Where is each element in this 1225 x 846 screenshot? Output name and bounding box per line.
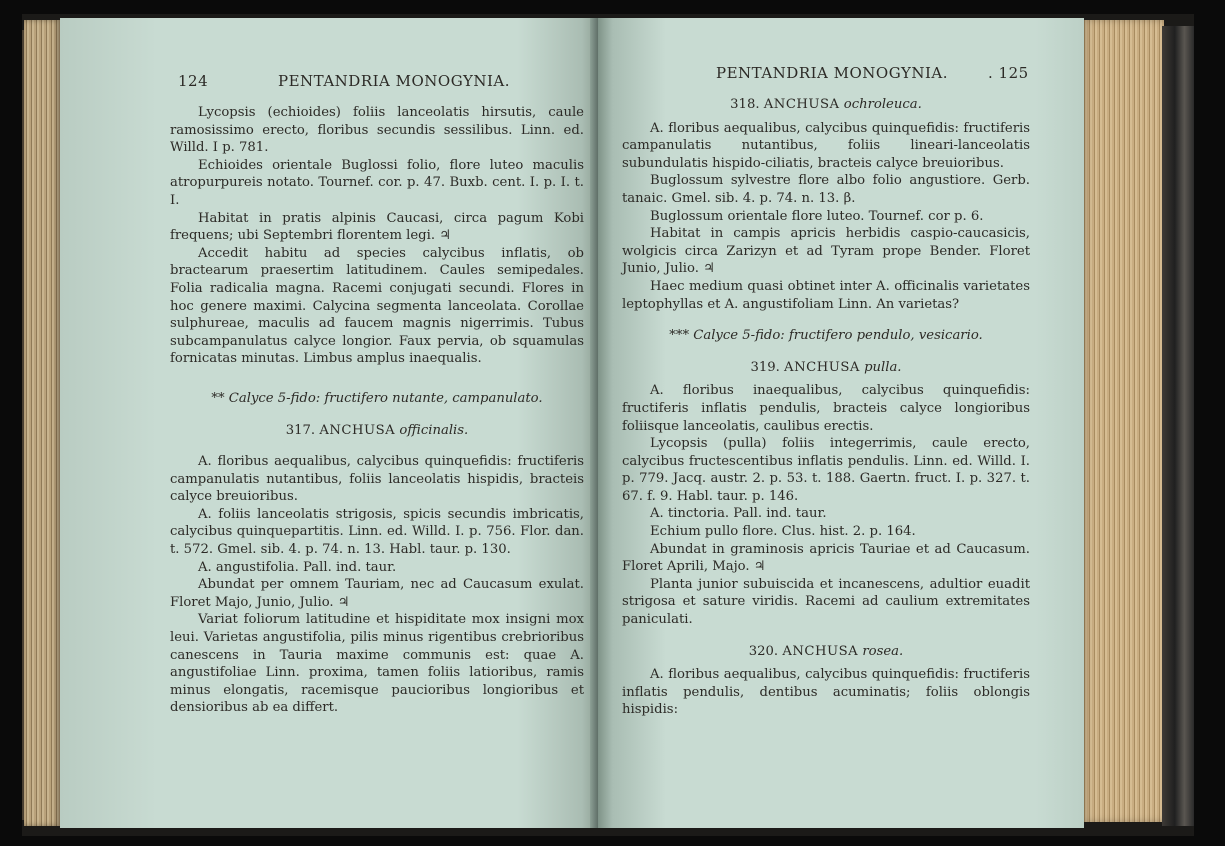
paragraph: Habitat in pratis alpinis Caucasi, circa pagum Kobi frequens; ubi Septembri florentem legi. ♃: [170, 210, 584, 244]
genus-name: ANCHUSA: [784, 359, 860, 375]
species-name: rosea.: [862, 643, 904, 659]
paragraph: A. angustifolia. Pall. ind. taur.: [198, 559, 397, 575]
paragraph: A. floribus inaequalibus, calycibus quinquefidis: fructiferis inflatis pendulis, bracteis calyce longioribus foliisque lanceolatis, caulibus erectis.: [622, 383, 1030, 434]
paragraph: Lycopsis (pulla) foliis integerrimis, caule erecto, calycibus fructescentibus inflatis pendulis. Linn. ed. Willd. I. p. 779. Jacq. austr. 2. p. 53. t. 188. Gaertn. fruct. I. p. 327. t. 67. f. 9. Habl. taur. p. 146.: [622, 436, 1030, 504]
paragraph: A. foliis lanceolatis strigosis, spicis secundis imbricatis, calycibus quinquepartitis. Linn. ed. Willd. I. p. 756. Flor. dan. t. 572. Gmel. sib. 4. p. 74. n. 13. Habl. taur. p. 130.: [170, 506, 584, 558]
paragraph: A. floribus aequalibus, calycibus quinquefidis: fructiferis campanulatis nutantibus, foliis lanceolatis hispidis, bracteis calyce breuioribus.: [170, 454, 584, 505]
right-text-block: [622, 96, 1030, 719]
left-page-number: 124: [178, 72, 209, 90]
paragraph: Haec medium quasi obtinet inter A. officinalis varietates leptophyllas et A. angustifoliam Linn. An varietas?: [622, 278, 1030, 312]
paragraph: Accedit habitu ad species calycibus inflatis, ob bractearum praesertim latitudinem. Caules semipedales. Folia radicalia magna. Racemi conjugati secundi. Flores in hoc genere maximi. Calycina segmenta lanceolata. Corollae sulphureae, maculis ad faucem magnis nigerrimis. Tubus subcampanulatus calyce longior. Faux pervia, ob squamulas fornicatas minutas. Limbus amplus inaequalis.: [170, 245, 584, 367]
section-number: 318.: [730, 97, 760, 112]
paragraph: Abundat in graminosis apricis Tauriae et ad Caucasum. Floret Aprili, Majo. ♃: [622, 541, 1030, 575]
genus-name: ANCHUSA: [763, 97, 840, 112]
genus-name: ANCHUSA: [319, 422, 396, 438]
right-cover-edge: [1162, 26, 1194, 826]
genus-name: ANCHUSA: [782, 643, 859, 659]
section-heading-319: [622, 359, 1030, 377]
section-heading-320: [622, 643, 1030, 661]
paragraph: Buglossum sylvestre flore albo folio angustiore. Gerb. tanaic. Gmel. sib. 4. p. 74. n. 13. β.: [622, 173, 1030, 206]
right-page: [598, 18, 1084, 828]
section-number: 319.: [750, 359, 780, 375]
right-page-number: . 125: [988, 64, 1029, 82]
left-page-edges: [24, 20, 60, 826]
paragraph: A. tinctoria. Pall. ind. taur.: [650, 506, 827, 522]
paragraph: Buglossum orientale flore luteo. Tournef. cor p. 6.: [650, 208, 984, 224]
section-heading-317: [170, 422, 584, 440]
species-name: officinalis.: [399, 422, 469, 438]
paragraph: A. floribus aequalibus, calycibus quinquefidis: fructiferis inflatis pendulis, dentibus acuminatis; foliis oblongis hispidis:: [622, 667, 1030, 718]
section-number: 317.: [285, 422, 316, 438]
paragraph: Lycopsis (echioides) foliis lanceolatis hirsutis, caule ramosissimo erecto, floribus secundis sessilibus. Linn. ed. Willd. I p. 781.: [170, 105, 584, 156]
species-name: ochroleuca.: [843, 97, 922, 112]
paragraph: Planta junior subuiscida et incanescens, adultior euadit strigosa et sature viridis. Racemi ad caulium extremitates paniculati.: [622, 576, 1030, 628]
paragraph: Variat foliorum latitudine et hispiditate mox insigni mox leui. Varietas angustifolia, pilis minus rigentibus crebrioribus canescens in Tauria maxime communis est: quae A. angustifoliae Linn. proxima, tamen foliis latioribus, ramis minus elongatis, racemisque paucioribus longioribus et densioribus ab ea differt.: [170, 612, 584, 716]
left-text-block: [170, 104, 584, 717]
right-running-head: PENTANDRIA MONOGYNIA.: [716, 64, 949, 82]
left-page: [60, 18, 598, 828]
paragraph: Echioides orientale Buglossi folio, flore luteo maculis atropurpureis notato. Tournef. cor. p. 47. Buxb. cent. I. p. I. t. I.: [170, 157, 584, 208]
section-number: 320.: [748, 643, 779, 659]
division-heading: ** Calyce 5-fido: fructifero nutante, campanulato.: [211, 390, 543, 406]
right-page-edges: [1082, 20, 1164, 822]
section-heading-318: [622, 96, 1030, 114]
paragraph: A. floribus aequalibus, calycibus quinquefidis: fructiferis campanulatis nutantibus, foliis lineari-lanceolatis subundulatis hispido-ciliatis, bracteis calyce breuioribus.: [622, 120, 1030, 171]
paragraph: Habitat in campis apricis herbidis caspio-caucasicis, wolgicis circa Zarizyn et ad Tyram prope Bender. Floret Junio, Julio. ♃: [622, 226, 1030, 277]
division-heading: *** Calyce 5-fido: fructifero pendulo, vesicario.: [669, 328, 983, 344]
left-running-head: PENTANDRIA MONOGYNIA.: [278, 72, 511, 90]
species-name: pulla.: [864, 359, 902, 375]
paragraph: Abundat per omnem Tauriam, nec ad Caucasum exulat. Floret Majo, Junio, Julio. ♃: [170, 577, 584, 610]
paragraph: Echium pullo flore. Clus. hist. 2. p. 164.: [650, 524, 916, 540]
